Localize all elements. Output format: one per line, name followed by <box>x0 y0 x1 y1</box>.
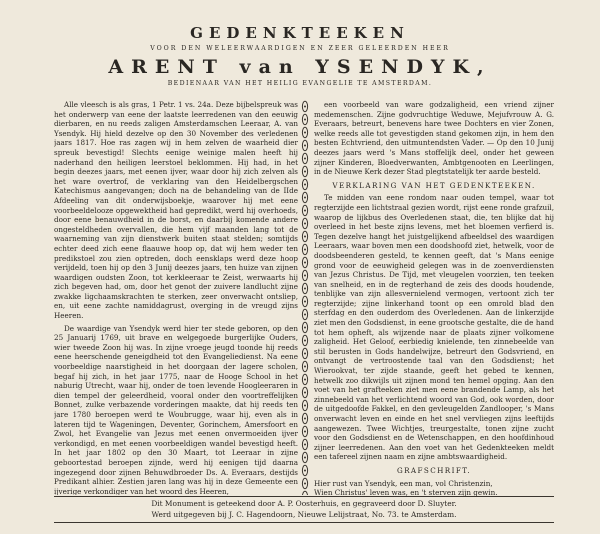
left-paragraph-2: De waardige van Ysendyk werd hier ter stede geboren, op den 25 Januarij 1769, uit brave en welgegoede burgerlijke Ouders, wier tweede Zoon hij was. In zijne vroege jeugd toonde hij reeds eene heerschende geneigdheid tot den Evangeliedienst. Na eene voorbeeldige naarstigheid in het doorgaan der lagere scholen, begaf hij zich, in het jaar 1775, naar de Hooge School in het naburig Utrecht, waar hij, onder de toen levende Hoogleeraren in dien tempel der geleerdheid, vooral onder den voortreffelijken Bonnet, zulke verbazende vorderingen maakte, dat hij reeds ten jare 1780 beroepen werd te Woubrugge, waar hij, even als in lateren tijd te Wageningen, Deventer, Gorinchem, Amersfoort en Zwol, het Evangelie van Jezus met eenen onvermoeiden ijver verkondigd, en met eenen voorbeeldigen wandel bevestigd heeft. In het jaar 1802 op den 30 Maart, tot Leeraar in zijne geboortestad beroepen zijnde, werd hij eenigen tijd daarna ingezegend door zijnen Behuwdbroeder Ds. A. Everaars, destijds Predikant alhier. Zestien jaren lang was hij in deze Gemeente een ijverige verkondiger van het woord des Heeren, <box>54 323 298 495</box>
left-paragraph-1: Alle vleesch is als gras, 1 Petr. 1 vs. 24a. Deze bijbelspreuk was het onderwerp van eene der laatste leerredenen van den eeuwig dierbaren, en nu reeds zaligen Amsterdamschen Leeraar, A. van Ysendyk. Hij hield dezelve op den 30 November des verledenen jaars 1817. Hoe ras zagen wij in hem zelven de waarheid dier spreuk bevestigd! Slechts eenige weinige malen heeft hij naderhand den heiligen leerstoel beklommen. Hij had, in het begin deezes jaars, met eenen ijver, waar door hij zich zelven als het ware overtrof, de verklaring van den Heidelbergschen Katechismus aangevangen; doch na de behandeling van de IIde Afdeeling van dit onderwijsboekje, waarover hij met eene voorbeeldelooze opgewektheid had gepredikt, werd hij overhoeds, door eene benauwdheid in de borst, en daarbij komende andere ongesteldheden overvallen, die hem vijf maanden lang tot de waarneming van zijn dienstwerk buiten staat stelden; somtijds echter deed zich eene flaauwe hoop op, dat wij hem weder ten predikstoel zou zien optreden, doch eensklaps werd deze hoop verijdeld, toen hij op den 3 Junij deezes jaars, ten huize van zijnen waardigen oudsten Zoon, tot kerkleeraar te Zeist, werwaarts hij zich begeven had, om, door het genot der zuivere landlucht zijne zwakke ligchaamskrachten te sterken, zeer onverwacht ontsliep, en, uit eene zachte namiddagrust, overging in de vreugd zijns Heeren. <box>54 100 298 321</box>
document-title: GEDENKTEEKEN <box>190 24 410 42</box>
left-text-column <box>54 100 298 495</box>
footer-rule-top <box>54 496 554 497</box>
right-paragraph-2: Te midden van eene rondom naar ouden tempel, waar tot regterzijde een lichtstraal gezien wordt, rijst eene ronde grafzuil, waarop de lijkbus des Overledenen staat, die, ten blijke dat hij overleed in het beste zijns levens, met het bloemen verfierd is. Tegen dezelve hangt het juistgelijkend afbeeldsel des waardigen Leeraars, waar boven men een doodshoofd ziet, hetwelk, voor de doodsbeenderen gesteld, te kennen geeft, dat 's Mans eenige grond voor de eeuwigheid gelegen was in de zoenverdiensten van Jezus Christus. De Tijd, met vleugelen voorzien, ten teeken van snelheid, en in de regterhand de zeis des doods houdende, tenblijke van zijn allesvernielend vermogen, vertoont zich ter regterzijde; zijne linkerhand toont op een omrold blad den sterfdag en den ouderdom des Overledenen. Aan de linkerzijde ziet men den Godsdienst, in eene grootsche gestalte, die de hand tot hem opheft, als wijzende naar de plaats zijner volkomene zaligheid. Het Geloof, eerbiedig knielende, ten zinnebeelde van stil berusten in Gods handelwijze, betreurt den Godsvriend, en ontvangt de vertroostende taal van den Godsdienst; het Wierookvat, ter zijde staande, geeft het gebed te kennen, hetwelk zoo dikwijls uit zijnen mond ten hemel opging. Aan den voet van het grafteeken ziet men eene brandende Lamp, als het zinnebeeld van het verlichtend woord van God, ook worden, door de uitgedoofde Fakkel, en den gevleugelden Zandlooper, 's Mans onverwacht leven en einde en het snel vervliegen zijns leeftijds aangewezen. Twee Wichtjes, treurgestalte, tonen zijne zucht voor den Godsdienst en de Wetenschappen, en den hoofdinhoud zijner leerredenen. Aan den voet van het Gedenkteeken meldt een tafereel zijnen naam en zijne ambtswaardigheid. <box>314 193 554 462</box>
footer-credit-line: Dit Monument is geteekend door A. P. Oosterhuis, en gegraveerd door D. Sluyter. <box>151 499 457 508</box>
footer-publisher-line: Werd uitgegeven bij J. C. Hagendoorn, Nieuwe Lelijstraat, No. 73. te Amsterdam. <box>151 510 457 519</box>
epitaph-line-2: Wien Christus' leven was, en 't sterven zijn gewin. <box>314 488 498 498</box>
honoree-name: ARENT van YSENDYK, <box>108 56 492 78</box>
epitaph-heading: GRAFSCHRIFT. <box>396 465 472 475</box>
right-text-column <box>314 100 554 512</box>
footer-rule-bottom <box>54 522 554 523</box>
right-paragraph-1: een voorbeeld van ware godzaligheid, een vriend zijner medemenschen. Zijne godvruchtige Weduwe, Mejufvrouw A. G. Everaars, betreurt, benevens hare twee Dochters en vier Zonen, welke reeds alle tot gevestigden stand gekomen zijn, in hem den besten Echtvriend, den uitmuntendsten Vader. — Op den 10 Junij deezes jaars werd 's Mans stoffelijk deel, onder het geween zijner Kinderen, Bloedverwanten, Ambtgenooten en Leerlingen, in de Nieuwe Kerk dezer Stad plegtstatelijk ter aarde besteld. <box>314 100 554 177</box>
dedication-line: VOOR DEN WELEERWAARDIGEN EN ZEER GELEERDEN HEER <box>150 45 450 52</box>
column-divider-ornament <box>300 100 310 495</box>
honoree-role: BEDIENAAR VAN HET HEILIG EVANGELIE TE AMSTERDAM. <box>167 80 433 87</box>
epitaph-line-1: Hier rust van Ysendyk, een man, vol Christenzin, <box>314 478 493 488</box>
explanation-heading: VERKLARING VAN HET GEDENKTEEKEN. <box>332 180 536 190</box>
